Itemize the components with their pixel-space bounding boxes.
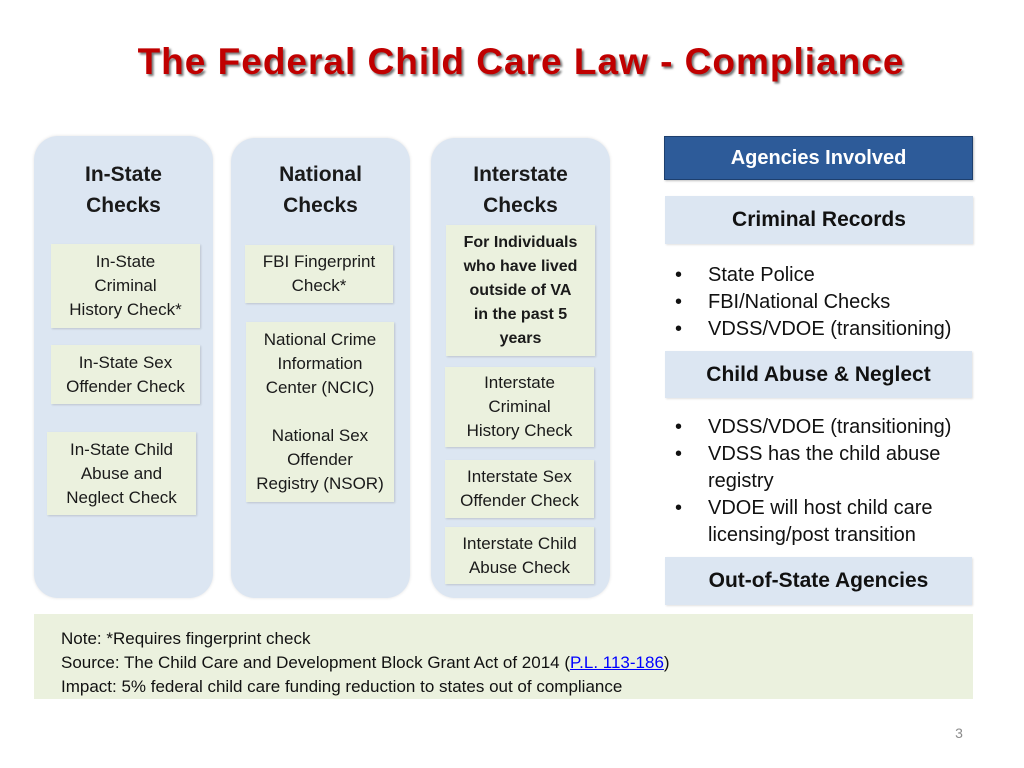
in-state-child-abuse-box — [47, 432, 196, 515]
fingerprint-note: Note: *Requires fingerprint check — [61, 629, 311, 648]
box-label: In-State Criminal History Check* — [69, 252, 182, 319]
interstate-sex-offender-box — [445, 460, 594, 518]
in-state-checks-header: In-State Checks — [84, 163, 162, 217]
out-of-state-agencies-heading: Out-of-State Agencies — [665, 557, 972, 605]
page-number: 3 — [955, 725, 963, 741]
child-abuse-neglect-heading: Child Abuse & Neglect — [665, 351, 972, 398]
in-state-sex-offender-box — [51, 345, 200, 404]
box-label: FBI Fingerprint Check* — [262, 252, 376, 295]
footer-note-panel — [34, 614, 973, 699]
source-line — [61, 651, 973, 675]
source-prefix: Source: The Child Care and Development Block Grant Act of 2014 ( — [61, 653, 571, 672]
impact-note: Impact: 5% federal child care funding reduction to states out of compliance — [61, 677, 623, 696]
list-item: • FBI/National Checks — [672, 289, 972, 316]
source-suffix: ) — [663, 653, 670, 672]
criteria-label: For Individuals who have lived outside of VA in the past 5 years — [463, 233, 578, 347]
list-item: • VDSS/VDOE (transitioning) — [672, 316, 972, 343]
list-item: • VDOE will host child care licensing/post transition — [672, 495, 972, 549]
national-checks-header: National Checks — [279, 163, 362, 217]
ncic-nsor-box — [246, 322, 394, 502]
child-abuse-neglect-list — [672, 414, 972, 549]
criminal-records-heading: Criminal Records — [665, 196, 973, 244]
public-law-link[interactable]: P.L. 113-186 — [570, 653, 664, 672]
slide-title: The Federal Child Care Law - Compliance — [137, 41, 905, 82]
ncic-label: National Crime Information Center (NCIC) — [263, 330, 377, 397]
list-item: • VDSS/VDOE (transitioning) — [672, 414, 972, 441]
box-label: In-State Sex Offender Check — [66, 352, 185, 396]
agencies-involved-heading: Agencies Involved — [664, 136, 973, 180]
nsor-label: National Sex Offender Registry (NSOR) — [256, 426, 384, 493]
interstate-criteria-box — [446, 225, 595, 356]
list-item: • VDSS has the child abuse registry — [672, 441, 972, 495]
in-state-criminal-history-box — [51, 244, 200, 328]
interstate-criminal-history-box — [445, 367, 594, 447]
interstate-checks-header: Interstate Checks — [473, 163, 568, 217]
criminal-records-list — [672, 262, 972, 343]
box-label: Interstate Sex Offender Check — [460, 467, 579, 510]
box-label: In-State Child Abuse and Neglect Check — [66, 439, 177, 507]
interstate-child-abuse-box — [445, 527, 594, 584]
box-label: Interstate Criminal History Check — [466, 373, 573, 440]
fbi-fingerprint-box — [245, 245, 393, 303]
list-item: • State Police — [672, 262, 972, 289]
box-label: Interstate Child Abuse Check — [462, 533, 577, 577]
